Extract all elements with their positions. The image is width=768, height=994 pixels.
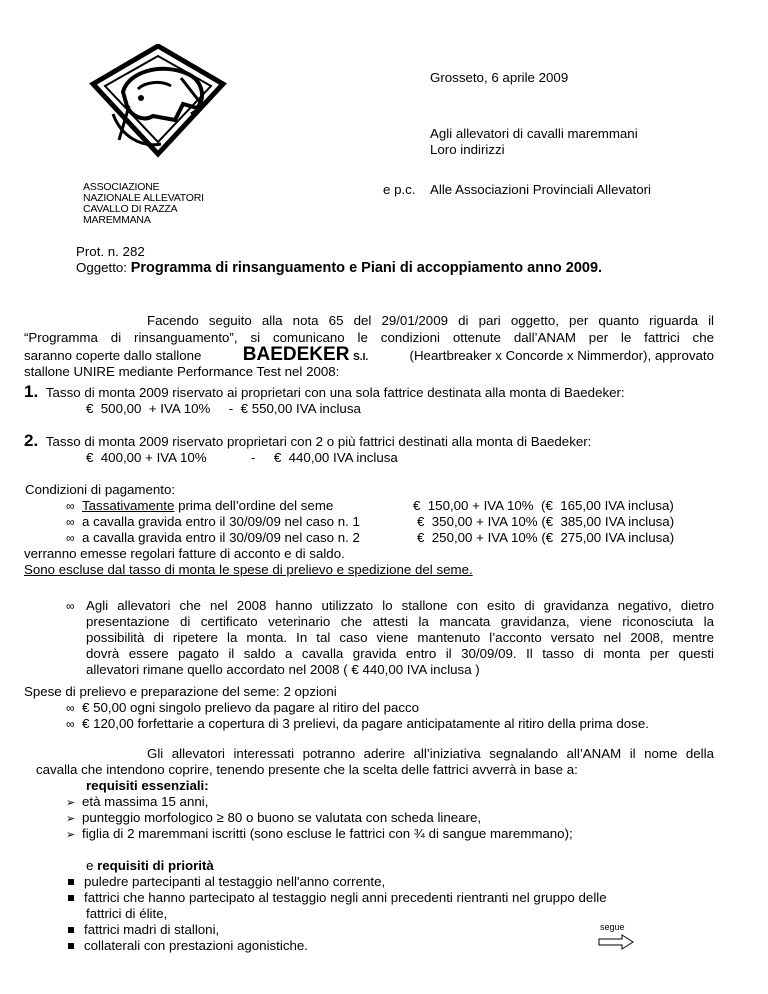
segue-label: segue bbox=[600, 922, 625, 932]
priority-item bbox=[66, 890, 607, 906]
association-logo bbox=[83, 44, 233, 234]
paragraph-line: possibilità di ripetere la monta. In tal caso viene mantenuto l’acconto versato nel 2008, mentre bbox=[86, 630, 714, 645]
intro-line-1: Facendo seguito alla nota 65 del 29/01/2009 di pari oggetto, per quanto riguarda il bbox=[147, 313, 714, 328]
recipient-line-2: Loro indirizzi bbox=[430, 142, 505, 157]
priority-title-text: requisiti di priorità bbox=[97, 858, 214, 873]
payment-title: Condizioni di pagamento: bbox=[25, 482, 176, 497]
logo-line: NAZIONALE ALLEVATORI bbox=[83, 192, 204, 204]
interest-line-1: Gli allevatori interessati potranno aderire all’iniziativa segnalando all’ANAM il nome della bbox=[147, 746, 714, 761]
square-bullet-icon bbox=[68, 879, 74, 885]
tariff-text: Tasso di monta 2009 riservato proprietari con 2 o più fattrici destinati alla monta di Baedeker: bbox=[45, 434, 592, 449]
intro-line-2: “Programma di rinsanguamento”, si comunicano le condizioni ottenute dall’ANAM per le fattrici che bbox=[24, 330, 714, 345]
priority-item-text: collaterali con prestazioni agonistiche. bbox=[84, 938, 308, 953]
cc-prefix: e p.c. bbox=[383, 182, 416, 197]
priority-item bbox=[66, 922, 219, 938]
expenses-title: Spese di prelievo e preparazione del seme: 2 opzioni bbox=[24, 684, 337, 699]
essential-item bbox=[66, 794, 208, 811]
essential-item-text: età massima 15 anni, bbox=[82, 794, 209, 809]
paragraph-line: presentazione di certificato veterinario che attesti la mancata gravidanza, viene riconosciuta la bbox=[86, 614, 714, 629]
infinity-bullet-icon: ∞ bbox=[66, 531, 75, 545]
intro-line-4: stallone UNIRE mediante Performance Test nel 2008: bbox=[24, 364, 340, 379]
essential-item-text: punteggio morfologico ≥ 80 o buono se valutata con scheda lineare, bbox=[82, 810, 482, 825]
paragraph-line: Agli allevatori che nel 2008 hanno utilizzato lo stallone con esito di gravidanza negativo, dietro bbox=[86, 598, 714, 613]
payment-item-amount: € 150,00 + IVA 10% (€ 165,00 IVA inclusa) bbox=[413, 498, 674, 513]
priority-item bbox=[66, 874, 385, 890]
infinity-bullet-icon: ∞ bbox=[66, 701, 75, 715]
subject-text: Programma di rinsanguamento e Piani di accoppiamento anno 2009. bbox=[130, 260, 603, 276]
tariff-1-price: € 500,00 + IVA 10% - € 550,00 IVA inclusa bbox=[86, 401, 361, 416]
continue-arrow-icon bbox=[598, 934, 634, 953]
payment-excluded: Sono escluse dal tasso di monta le spese di prelievo e spedizione del seme. bbox=[24, 562, 473, 577]
payment-item-text: prima dell’ordine del seme bbox=[174, 498, 334, 513]
stallion-si: S.I. bbox=[353, 352, 369, 363]
subject-label: Oggetto: bbox=[76, 260, 128, 275]
arrow-bullet-icon: ➢ bbox=[66, 829, 76, 841]
essential-item bbox=[66, 826, 573, 843]
interest-line-2: cavalla che intendono coprire, tenendo presente che la scelta delle fattrici avverrà in base a: bbox=[36, 762, 578, 777]
recipient-line-1: Agli allevatori di cavalli maremmani bbox=[430, 126, 638, 141]
paragraph-line: dovrà essere pagato il saldo a cavalla gravida entro il 30/09/09. Il tasso di monta per questi bbox=[86, 646, 714, 661]
subject-line bbox=[76, 260, 602, 276]
tariff-text: Tasso di monta 2009 riservato ai proprietari con una sola fattrice destinata alla monta di Baedeker: bbox=[45, 385, 625, 400]
priority-item bbox=[66, 938, 308, 954]
essential-title-text: requisiti essenziali bbox=[86, 778, 205, 793]
essential-title: requisiti essenziali: bbox=[86, 778, 209, 793]
payment-invoices: verranno emesse regolari fatture di acconto e di saldo. bbox=[24, 546, 345, 561]
intro-line-3-pre: saranno coperte dallo stallone bbox=[24, 348, 202, 363]
priority-prefix: e bbox=[86, 858, 98, 873]
expenses-item-text: € 50,00 ogni singolo prelievo da pagare al ritiro del pacco bbox=[82, 700, 420, 715]
infinity-bullet-icon: ∞ bbox=[66, 499, 75, 513]
payment-item-amount: € 250,00 + IVA 10% (€ 275,00 IVA inclusa) bbox=[417, 530, 675, 545]
priority-title bbox=[86, 858, 214, 874]
logo-text bbox=[83, 182, 204, 226]
payment-item bbox=[66, 514, 360, 530]
priority-item-text: fattrici madri di stalloni, bbox=[84, 922, 220, 937]
tariff-1 bbox=[24, 384, 625, 401]
negative-outcome-paragraph bbox=[86, 598, 714, 678]
essential-item bbox=[66, 810, 481, 827]
protocol-number: Prot. n. 282 bbox=[76, 244, 145, 259]
stallion-name: BAEDEKER bbox=[242, 344, 350, 365]
place-date: Grosseto, 6 aprile 2009 bbox=[430, 70, 569, 85]
arrow-bullet-icon: ➢ bbox=[66, 813, 76, 825]
priority-item-text: puledre partecipanti al testaggio nell'anno corrente, bbox=[84, 874, 386, 889]
payment-item-text: a cavalla gravida entro il 30/09/09 nel caso n. 1 bbox=[82, 514, 360, 529]
payment-item-emphasis: Tassativamente bbox=[82, 498, 175, 513]
arrow-bullet-icon: ➢ bbox=[66, 797, 76, 809]
essential-item-text: figlia di 2 maremmani iscritti (sono escluse le fattrici con ¾ di sangue maremmano); bbox=[82, 826, 573, 841]
tariff-number: 1. bbox=[24, 382, 39, 401]
infinity-bullet-icon: ∞ bbox=[66, 717, 75, 731]
infinity-bullet-icon: ∞ bbox=[66, 599, 75, 613]
tariff-2-price: € 400,00 + IVA 10% - € 440,00 IVA inclusa bbox=[86, 450, 398, 465]
priority-item-continuation: fattrici di élite, bbox=[86, 906, 168, 921]
expenses-item-text: € 120,00 forfettarie a copertura di 3 prelievi, da pagare anticipatamente al ritiro della prima dose. bbox=[82, 716, 649, 731]
square-bullet-icon bbox=[68, 895, 74, 901]
intro-line-3-post: (Heartbreaker x Concorde x Nimmerdor), approvato bbox=[409, 348, 714, 363]
cc-recipients: Alle Associazioni Provinciali Allevatori bbox=[430, 182, 651, 197]
logo-line: MAREMMANA bbox=[83, 214, 151, 226]
payment-item bbox=[66, 530, 360, 546]
expenses-item bbox=[66, 700, 419, 716]
payment-item bbox=[66, 498, 333, 514]
square-bullet-icon bbox=[68, 943, 74, 949]
payment-item-amount: € 350,00 + IVA 10% (€ 385,00 IVA inclusa) bbox=[417, 514, 675, 529]
tariff-2 bbox=[24, 433, 591, 450]
logo-line: ASSOCIAZIONE bbox=[83, 181, 160, 193]
priority-item-text: fattrici che hanno partecipato al testaggio negli anni precedenti rientranti nel gruppo delle bbox=[84, 890, 607, 905]
paragraph-line: allevatori rimane quello accordato nel 2008 ( € 440,00 IVA inclusa ) bbox=[86, 662, 480, 677]
square-bullet-icon bbox=[68, 927, 74, 933]
horse-emblem-icon bbox=[83, 44, 233, 184]
tariff-number: 2. bbox=[24, 431, 39, 450]
infinity-bullet-icon: ∞ bbox=[66, 515, 75, 529]
expenses-item bbox=[66, 716, 649, 732]
logo-line: CAVALLO DI RAZZA bbox=[83, 203, 178, 215]
payment-item-text: a cavalla gravida entro il 30/09/09 nel caso n. 2 bbox=[82, 530, 360, 545]
